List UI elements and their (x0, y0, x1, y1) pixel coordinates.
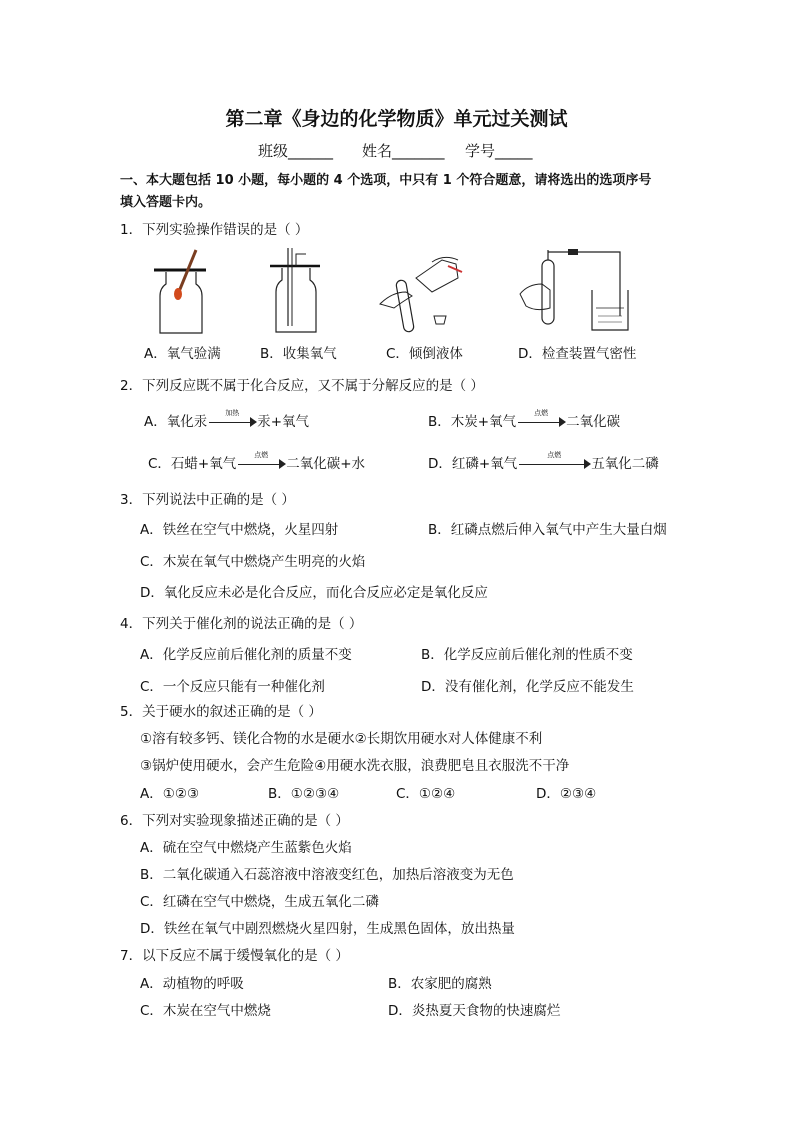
student-number-label: 学号_____ (465, 142, 533, 160)
question-4-option-d: D．没有催化剂，化学反应不能发生 (421, 679, 634, 695)
name-field-label: 姓名_______ (362, 142, 445, 160)
question-1-option-a: A．氧气验满 (144, 346, 221, 362)
question-1-option-b: B．收集氧气 (260, 346, 337, 362)
question-5-statement-1: ①溶有较多钙、镁化合物的水是硬水②长期饮用硬水对人体健康不利 (140, 731, 543, 747)
class-field-label: 班级______ (258, 142, 334, 160)
question-4-stem: 4．下列关于催化剂的说法正确的是（ ） (120, 616, 363, 632)
question-6-option-d: D．铁丝在氧气中剧烈燃烧火星四射，生成黑色固体，放出热量 (140, 921, 515, 937)
section-instruction-line2: 填入答题卡内。 (120, 195, 212, 210)
arrow-condition-c: 点燃 (254, 451, 269, 459)
question-5-option-b: B．①②③④ (268, 786, 340, 802)
question-1-stem: 1．下列实验操作错误的是（ ） (120, 222, 309, 238)
arrow-condition-a: 加热 (225, 409, 240, 417)
question-7-option-c: C．木炭在空气中燃烧 (140, 1003, 271, 1019)
question-5-option-d: D．②③④ (536, 786, 597, 802)
question-4-option-b: B．化学反应前后催化剂的性质不变 (421, 647, 633, 663)
reaction-arrow-a (209, 409, 255, 430)
question-2-stem: 2．下列反应既不属于化合反应，又不属于分解反应的是（ ） (120, 378, 484, 394)
equation-a-product: 汞+氧气 (257, 414, 310, 430)
question-3-option-d: D．氧化反应未必是化合反应，而化合反应必定是氧化反应 (140, 585, 488, 601)
section-instruction-line1: 一、本大题包括 10 小题，每小题的 4 个选项，中只有 1 个符合题意，请将选出的选项序号 (120, 173, 652, 188)
figure-pour-liquid (372, 252, 472, 334)
question-7-option-a: A．动植物的呼吸 (140, 976, 244, 992)
question-2-option-b (428, 410, 620, 430)
page-title: 第二章《身边的化学物质》单元过关测试 (225, 108, 568, 130)
question-6-stem: 6．下列对实验现象描述正确的是（ ） (120, 813, 349, 829)
question-2-option-c (148, 452, 365, 472)
equation-d-reactant: D．红磷+氧气 (428, 456, 518, 472)
question-6-option-b: B．二氧化碳通入石蕊溶液中溶液变红色，加热后溶液变为无色 (140, 867, 514, 883)
question-6-option-a: A．硫在空气中燃烧产生蓝紫色火焰 (140, 840, 352, 856)
question-6-option-c: C．红磷在空气中燃烧，生成五氧化二磷 (140, 894, 379, 910)
question-5-option-a: A．①②③ (140, 786, 200, 802)
question-5-option-c: C．①②④ (396, 786, 456, 802)
equation-b-reactant: B．木炭+氧气 (428, 414, 517, 430)
question-7-option-d: D．炎热夏天食物的快速腐烂 (388, 1003, 561, 1019)
equation-c-product: 二氧化碳+水 (286, 456, 366, 472)
equation-c-reactant: C．石蜡+氧气 (148, 456, 237, 472)
equation-d-product: 五氧化二磷 (591, 456, 659, 472)
question-1-option-d: D．检查装置气密性 (518, 346, 637, 362)
question-2-option-a (144, 410, 309, 430)
equation-b-product: 二氧化碳 (566, 414, 621, 430)
figure-collect-oxygen (266, 246, 326, 338)
figure-check-airtightness (516, 246, 636, 338)
question-3-stem: 3．下列说法中正确的是（ ） (120, 492, 295, 508)
question-5-statement-2: ③锅炉使用硬水，会产生危险④用硬水洗衣服，浪费肥皂且衣服洗不干净 (140, 758, 570, 774)
question-7-stem: 7．以下反应不属于缓慢氧化的是（ ） (120, 948, 349, 964)
reaction-arrow-d (519, 451, 589, 472)
question-4-option-c: C．一个反应只能有一种催化剂 (140, 679, 325, 695)
reaction-arrow-c (238, 451, 284, 472)
question-4-option-a: A．化学反应前后催化剂的质量不变 (140, 647, 352, 663)
question-3-option-b: B．红磷点燃后伸入氧气中产生大量白烟 (428, 522, 667, 538)
question-3-option-a: A．铁丝在空气中燃烧，火星四射 (140, 522, 339, 538)
arrow-condition-d: 点燃 (547, 451, 562, 459)
question-2-option-d (428, 452, 659, 472)
question-1-option-c: C．倾倒液体 (386, 346, 463, 362)
figure-oxygen-full-test (150, 248, 210, 338)
equation-a-reactant: A．氧化汞 (144, 414, 208, 430)
question-3-option-c: C．木炭在氧气中燃烧产生明亮的火焰 (140, 554, 366, 570)
question-5-stem: 5．关于硬水的叙述正确的是（ ） (120, 704, 322, 720)
question-7-option-b: B．农家肥的腐熟 (388, 976, 492, 992)
arrow-condition-b: 点燃 (534, 409, 549, 417)
reaction-arrow-b (518, 409, 564, 430)
